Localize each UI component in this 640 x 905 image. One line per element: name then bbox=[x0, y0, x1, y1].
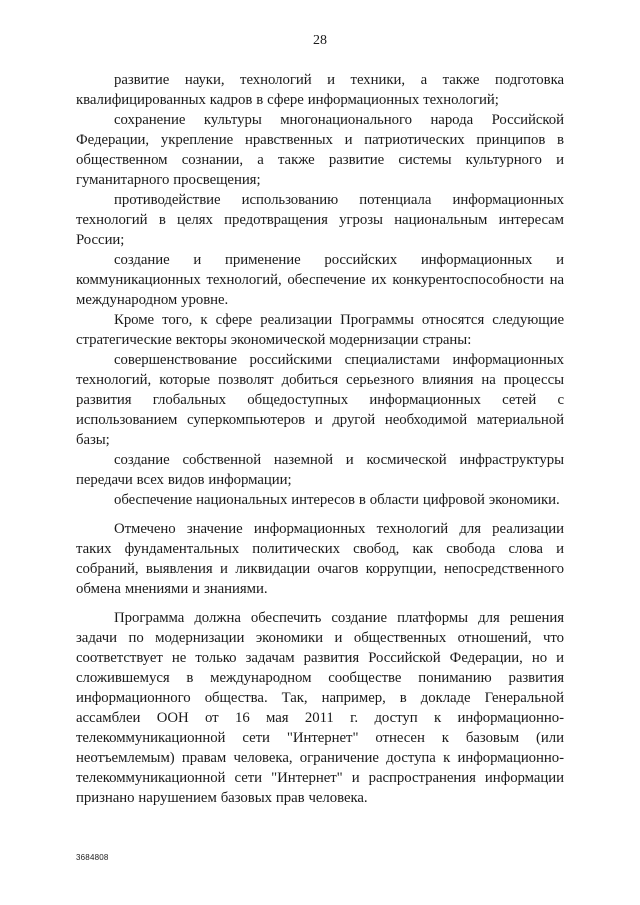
paragraph: развитие науки, технологий и техники, а также подготовка квалифицированных кадров в сфере информационных технологий; bbox=[76, 72, 564, 108]
paragraph: сохранение культуры многонационального народа Российской Федерации, укрепление нравственных и патриотических принципов в общественном сознании, а также развитие системы культурного и гуманитарного просвещения; bbox=[76, 112, 564, 188]
document-code: 3684808 bbox=[76, 853, 109, 862]
paragraph: создание собственной наземной и космической инфраструктуры передачи всех видов информации; bbox=[76, 452, 564, 488]
paragraph: Кроме того, к сфере реализации Программы относятся следующие стратегические векторы экономической модернизации страны: bbox=[76, 312, 564, 348]
paragraph: противодействие использованию потенциала информационных технологий в целях предотвращения угрозы национальным интересам России; bbox=[76, 192, 564, 248]
paragraph: Отмечено значение информационных технологий для реализации таких фундаментальных политических свобод, как свобода слова и собраний, выявления и ликвидации очагов коррупции, непосредственного обмена мнениями и знаниями. bbox=[76, 521, 564, 597]
paragraph: Программа должна обеспечить создание платформы для решения задачи по модернизации экономики и общественных отношений, что соответствует не только задачам развития Российской Федерации, но и сложившемуся в международном сообществе пониманию развития информационного общества. Так, например, в докладе Генеральной ассамблеи ООН от 16 мая 2011 г. доступ к информационно-телекоммуникационной сети "Интернет" отнесен к базовым (или неотъемлемым) правам человека, ограничение доступа к информационно-телекоммуникационной сети "Интернет" и распространения информации признано нарушением базовых прав человека. bbox=[76, 610, 564, 806]
paragraph: обеспечение национальных интересов в области цифровой экономики. bbox=[114, 492, 560, 508]
paragraph: совершенствование российскими специалистами информационных технологий, которые позволят добиться серьезного влияния на процессы развития глобальных общедоступных информационных сетей с использованием суперкомпьютеров и другой необходимой материальной базы; bbox=[76, 352, 564, 448]
paragraph: создание и применение российских информационных и коммуникационных технологий, обеспечение их конкурентоспособности на международном уровне. bbox=[76, 252, 564, 308]
page-number: 28 bbox=[313, 33, 327, 48]
document-body bbox=[76, 70, 564, 808]
